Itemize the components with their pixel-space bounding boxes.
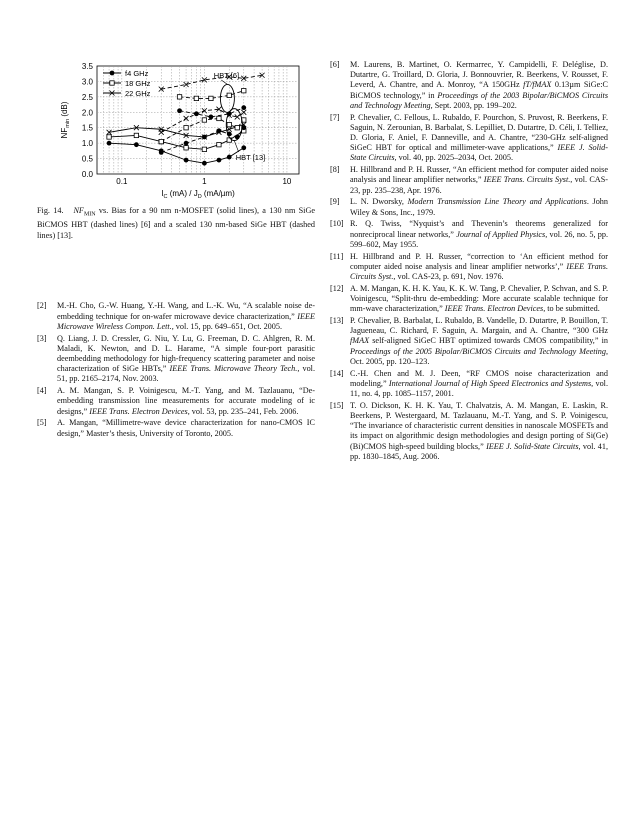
y-tick-label: 0.0 [81, 170, 93, 179]
reference-item [330, 113, 608, 164]
legend [103, 69, 151, 98]
data-point-square [134, 133, 138, 137]
y-tick-label: 0.5 [81, 154, 93, 164]
data-point-square [217, 142, 221, 146]
series-2 [107, 122, 247, 139]
reference-item [37, 386, 315, 417]
reference-segment: R. Q. Twiss, “Nyquist’s and Thevenin’s theorems generalized for nonreciprocal linear networks,” [350, 219, 608, 239]
figure-14 [37, 58, 315, 200]
data-point-square [110, 81, 114, 85]
reference-segment: , Oct. 2005, pp. 120–123. [350, 346, 608, 366]
series-7 [159, 116, 246, 144]
series-1 [107, 129, 246, 152]
caption-label: Fig. 14. [37, 206, 64, 215]
data-point-square [184, 146, 188, 150]
legend-label: 22 GHz [125, 89, 151, 98]
reference-item [330, 316, 608, 367]
reference-segment: P. Chevalier, B. Barbalat, L. Rubaldo, B. Vandelle, D. Dutartre, P. Bouillon, T. Jagueneau, C. Richard, F. Saguin, A. Margain, and A. Chantre, “300 GHz [350, 316, 608, 336]
y-tick-label: 1.5 [81, 123, 93, 133]
data-point-square [235, 126, 239, 130]
reference-text [57, 386, 315, 417]
caption-text: vs. Bias for a 90 nm n-MOSFET (solid lines), a 130 nm SiGe BiCMOS HBT (dashed lines) [6] and a scaled 130 nm-based SiGe HBT (dashed lines) [13]. [37, 206, 315, 240]
reference-segment: 0.13µm SiGe:C BiCMOS technology,” in [350, 80, 608, 100]
data-point-square [177, 95, 181, 99]
hbt13-leader [234, 141, 238, 152]
data-point-dot [159, 150, 164, 155]
reference-item [330, 252, 608, 283]
reference-item [330, 369, 608, 400]
reference-text [57, 301, 315, 332]
reference-italic: International Journal of High Speed Electronics and Systems [388, 378, 592, 388]
y-tick-label: 2.0 [81, 108, 93, 118]
data-point-dot [107, 141, 112, 146]
reference-text [350, 284, 608, 315]
reference-segment: , vol. 40, pp. 2025–2034, Oct. 2005. [394, 153, 513, 163]
reference-item [330, 165, 608, 196]
reference-segment: H. Hillbrand and P. H. Russer, “An efficient method for computer aided noise analysis and linear amplifier networks,” [350, 165, 608, 185]
figure-caption [37, 206, 315, 241]
hbt6-label: HBT [6] [213, 71, 240, 80]
reference-segment: M. Laurens, B. Martinet, O. Kermarrec, Y. Campidelli, F. Deléglise, D. Dutartre, G. Troillard, D. Gloria, J. Bonnouvrier, R. Beerkens, V. Rousset, F. Leverd, A. Chantre, and A. Monroy, “A 150GHz [350, 60, 608, 90]
series-line [109, 143, 244, 163]
reference-segment: , vol. 53, pp. 235–241, Feb. 2006. [187, 406, 299, 416]
reference-italic: IEEE Trans. Microwave Theory Tech. [169, 364, 298, 374]
series-line [161, 75, 262, 89]
reference-number: [8] [330, 165, 340, 175]
data-point-dot [134, 142, 139, 147]
reference-text [350, 316, 608, 367]
y-tick-label: 3.0 [81, 77, 93, 87]
reference-text [350, 219, 608, 250]
reference-text [350, 165, 608, 196]
reference-segment: H. Hillbrand and P. H. Russer, “correction to ‘An efficient method for computer aided noise analysis and linear amplifier networks’,” [350, 251, 608, 271]
reference-number: [10] [330, 219, 344, 229]
reference-list-right [330, 60, 608, 462]
data-point-dot [184, 141, 189, 146]
reference-number: [9] [330, 197, 340, 207]
reference-segment: A. M. Mangan, S. P. Voinigescu, M.-T. Yang, and M. Tazlauanu, “De-embedding transmission line measurements for accurate modeling of ic designs,” [57, 386, 315, 416]
reference-item [37, 301, 315, 332]
reference-number: [15] [330, 400, 344, 410]
data-point-dot [241, 145, 246, 150]
legend-label: 18 GHz [125, 79, 151, 88]
caption-nf: NF [73, 206, 84, 215]
reference-item [330, 219, 608, 250]
reference-number: [12] [330, 283, 344, 293]
reference-segment: , vol. 51, pp. 2165–2174, Nov. 2003. [57, 364, 315, 384]
data-point-dot [241, 105, 246, 110]
reference-text [350, 401, 608, 462]
reference-number: [2] [37, 301, 47, 311]
data-point-square [194, 96, 198, 100]
caption-nf-sub: MIN [83, 211, 96, 218]
reference-segment: A. M. Mangan, K. H. K. Yau, K. K. W. Tang, P. Chevalier, P. Schvan, and S. P. Voinigescu, “Split-thru de-embedding: More accurate scalable technique for mm-wave characterization,” [350, 283, 608, 314]
x-tick-label: 0.1 [116, 177, 128, 186]
data-point-square [159, 139, 163, 143]
reference-segment: , vol. 11, no. 4, pp. 1085–1157, 2001. [350, 378, 608, 399]
nf-vs-bias-chart [37, 58, 315, 200]
reference-segment: M.-H. Cho, G.-W. Huang, Y.-H. Wang, and L.-K. Wu, “A scalable noise de-embedding technique for on-wafer microwave device characterization,” [57, 301, 315, 321]
data-point-square [227, 93, 231, 97]
reference-item [330, 401, 608, 462]
data-point-dot [184, 158, 189, 163]
reference-italic: Proceedings of the 2005 Bipolar/BiCMOS Circuits and Technology Meeting [350, 346, 606, 356]
hbt6-leader [221, 80, 227, 84]
hbt6-ellipse [220, 84, 234, 112]
reference-italic: IEEE Microwave Wireless Compon. Lett. [57, 311, 315, 331]
reference-segment: , vol. 15, pp. 649–651, Oct. 2005. [171, 321, 282, 331]
y-tick-label: 1.0 [81, 139, 93, 149]
x-tick-label: 1 [202, 177, 207, 186]
data-point-square [184, 126, 188, 130]
reference-italic: IEEE Trans. Circuits Syst. [483, 175, 571, 185]
reference-number: [11] [330, 251, 344, 261]
reference-item [330, 60, 608, 111]
reference-italic: IEEE Trans. Electron Devices [89, 406, 188, 416]
reference-italic: fMAX [350, 336, 370, 346]
reference-segment: , to be submitted. [543, 304, 600, 314]
data-point-dot [209, 115, 214, 120]
reference-segment: Q. Liang, J. D. Cressler, G. Niu, Y. Lu, G. Freeman, D. C. Ahlgren, R. M. Maladi, K. Newton, and D. L. Harame, “A simple four-port parasitic deembedding methodology for high-frequency scattering parameter and noise characterization of SiGe HBTs,” [57, 333, 315, 374]
reference-segment: A. Mangan, “Millimetre-wave device characterization for nano-CMOS IC design,” Master’s thesis, University of Toronto, 2005. [57, 418, 315, 438]
reference-number: [3] [37, 333, 47, 343]
reference-text [350, 113, 608, 164]
data-point-square [242, 88, 246, 92]
reference-number: [7] [330, 112, 340, 122]
series-line [109, 125, 244, 137]
data-point-dot [202, 135, 207, 140]
series-4 [177, 88, 246, 100]
data-point-dot [217, 158, 222, 163]
data-point-square [227, 122, 231, 126]
reference-segment: , vol. CAS-23, pp. 235–238, Apr. 1976. [350, 175, 608, 195]
data-point-dot [217, 128, 222, 133]
reference-text [350, 197, 608, 217]
data-point-square [209, 96, 213, 100]
x-tick-label: 10 [282, 177, 292, 186]
reference-number: [5] [37, 418, 47, 428]
reference-italic: IEEE Trans. Circuits Syst. [350, 261, 608, 282]
reference-italic: Journal of Applied Physics [456, 229, 546, 239]
reference-italic: Modern Transmission Line Theory and Applications [407, 197, 587, 207]
reference-item [330, 284, 608, 315]
data-point-square [202, 147, 206, 151]
data-point-square [217, 116, 221, 120]
reference-segment: , vol. 41, pp. 1830–1845, Aug. 2006. [350, 441, 609, 461]
data-point-dot [177, 108, 182, 113]
reference-text [350, 252, 608, 283]
reference-segment: P. Chevalier, C. Fellous, L. Rubaldo, F. Pourchon, S. Pruvost, R. Beerkens, F. Saguin, N. Zerounian, B. Barbalat, S. Lepilliet, D. Dutartre, D. Céli, I. Telliez, D. Gloria, F. Aniel, F. Danneville, and A. Chantre, “230-GHz self-aligned SiGeC HBT for optical and millimeter-wave applications,” [350, 112, 608, 153]
reference-italic: IEEE J. Solid-State Circuits [486, 441, 579, 451]
reference-italic: fT/fMAX [523, 80, 552, 90]
legend-label: f4 GHz [125, 69, 149, 78]
right-column [330, 60, 608, 464]
reference-number: [4] [37, 386, 47, 396]
reference-number: [13] [330, 316, 344, 326]
reference-text [350, 369, 608, 400]
reference-segment: , Sept. 2003, pp. 199–202. [430, 100, 517, 110]
reference-text [57, 418, 315, 438]
y-tick-label: 2.5 [81, 92, 93, 102]
reference-italic: Proceedings of the 2003 Bipolar/BiCMOS Circuits and Technology Meeting [350, 90, 609, 110]
reference-segment: , vol. 26, no. 5, pp. 599–602, May 1955. [350, 229, 609, 249]
reference-italic: IEEE Trans. Electron Devices [444, 304, 544, 314]
data-point-dot [202, 161, 207, 166]
reference-text [57, 334, 315, 385]
data-point-dot [110, 71, 115, 76]
reference-number: [6] [330, 60, 340, 69]
reference-segment: C.-H. Chen and M. J. Deen, “RF CMOS noise characterization and modeling,” [350, 368, 608, 388]
y-axis-label: $NF_{min}$ (dB) [60, 101, 71, 139]
data-point-square [107, 135, 111, 139]
reference-segment: T. O. Dickson, K. H. K. Yau, T. Chalvatzis, A. M. Mangan, E. Laskin, R. Beerkens, P. Westergaard, M. Tazlauanu, M.-T. Yang, and S. P. Voinigescu, “The invariance of characteristic current densities in nanoscale MOSFETs and its impact on algorithmic design methodologies and design porting of Si(Ge) (Bi)CMOS high-speed building blocks,” [350, 400, 608, 451]
reference-item [330, 197, 608, 217]
reference-text [350, 60, 608, 111]
reference-italic: IEEE J. Solid-State Circuits [350, 143, 609, 163]
reference-item [37, 334, 315, 385]
data-point-dot [227, 155, 232, 160]
reference-segment: , vol. CAS-23, p. 691, Nov. 1976. [393, 272, 504, 282]
reference-segment: . John Wiley & Sons, Inc., 1979. [350, 197, 608, 217]
series-5 [159, 73, 265, 92]
series-0 [107, 141, 247, 166]
reference-segment: self-aligned SiGeC HBT optimized towards CMOS compatibility,” in [369, 336, 608, 346]
reference-item [37, 418, 315, 438]
left-column [37, 58, 315, 440]
data-point-square [202, 118, 206, 122]
reference-segment: L. N. Dworsky, [350, 197, 408, 207]
hbt13-label: HBT [13] [235, 153, 266, 162]
reference-list-left [37, 301, 315, 438]
x-axis-label: $I_C$ $(mA) / J_D$ (mA/µm) [161, 189, 235, 200]
y-tick-label: 3.5 [81, 62, 93, 71]
reference-number: [14] [330, 368, 344, 378]
